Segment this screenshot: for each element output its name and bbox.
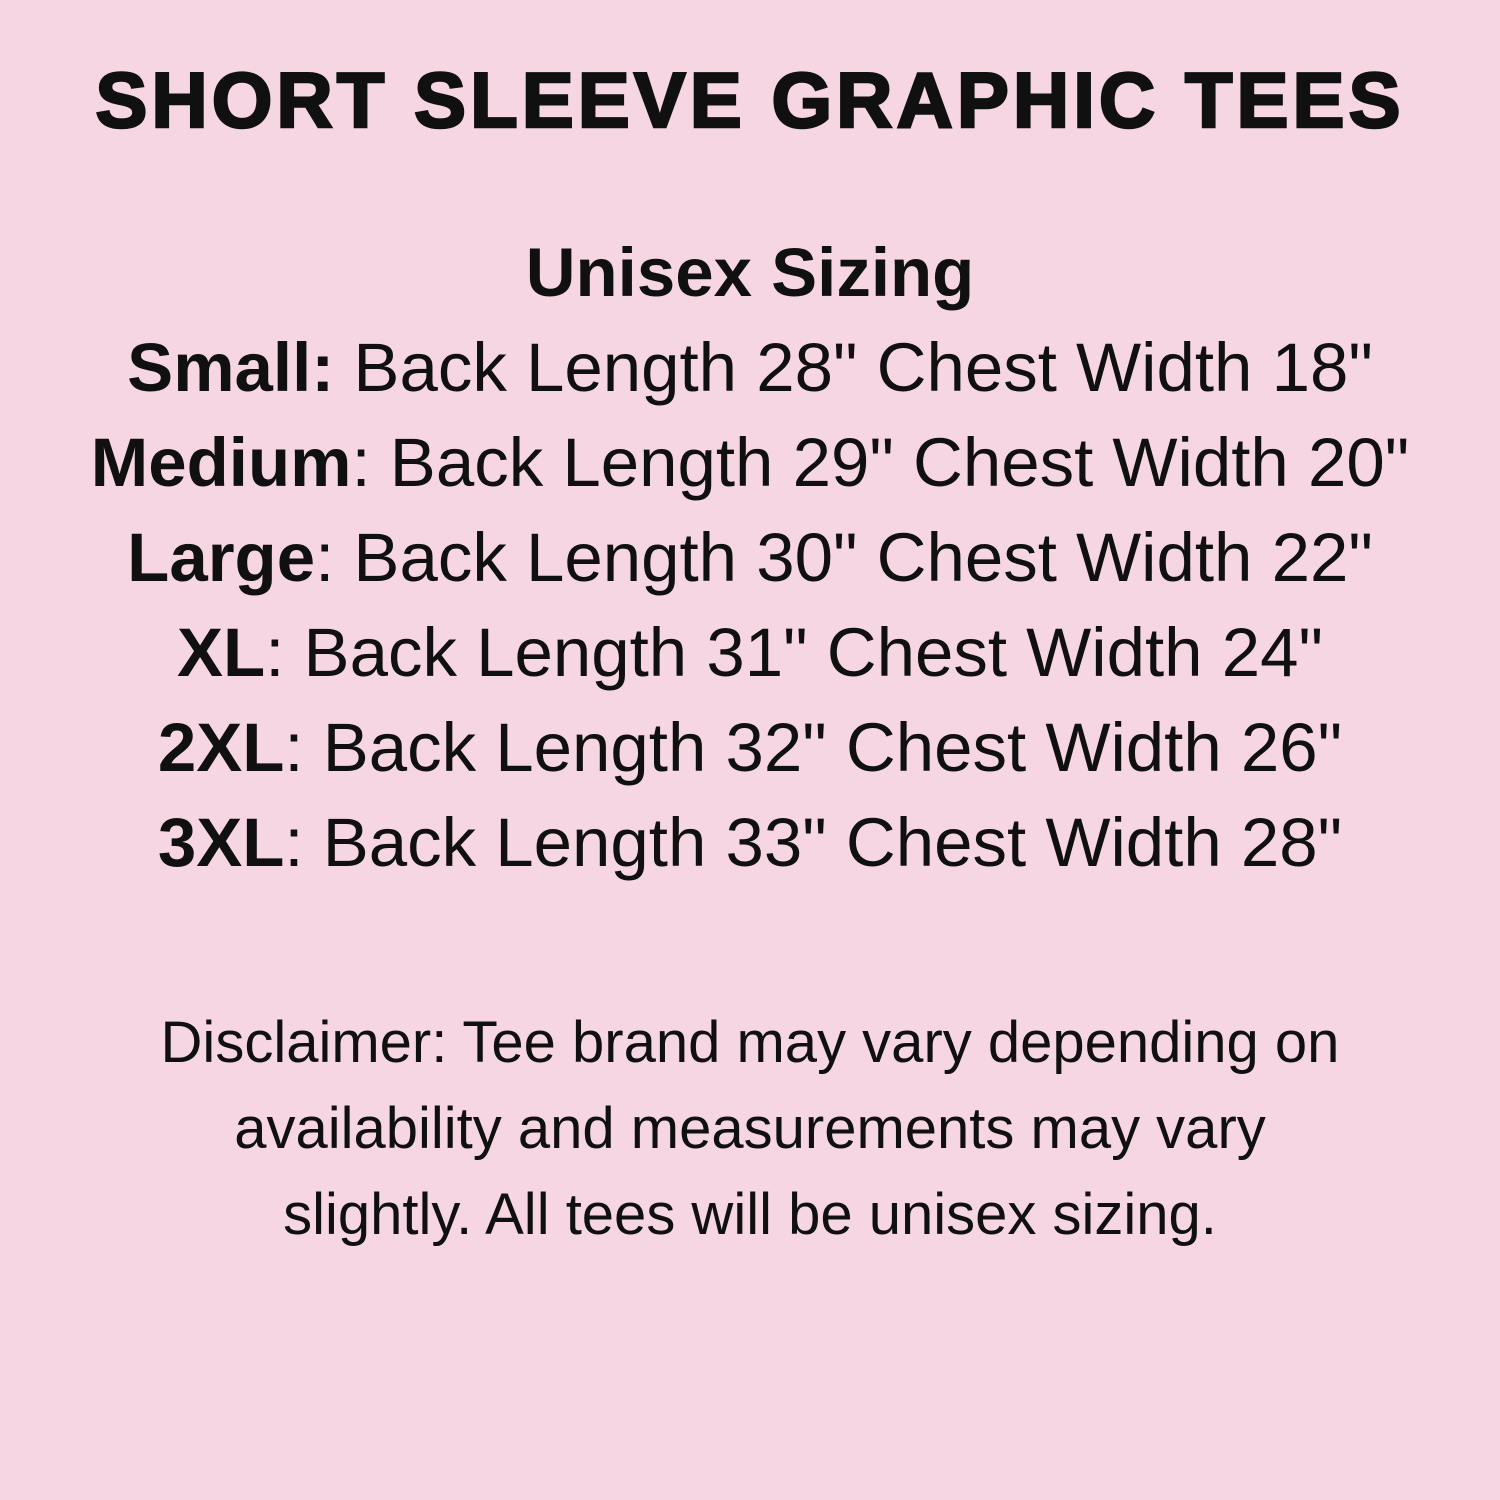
size-measurements: : Back Length 33" Chest Width 28" [284,804,1343,881]
size-row-3xl [0,795,1500,890]
size-row-xl [0,605,1500,700]
sizing-heading: Unisex Sizing [525,234,975,311]
size-measurements: : Back Length 30" Chest Width 22" [315,519,1373,596]
size-label: Medium [90,424,352,501]
disclaimer-line: availability and measurements may vary [234,1096,1266,1161]
size-label: 3XL [157,804,285,881]
poster-title: SHORT SLEEVE GRAPHIC TEES [95,56,1405,144]
disclaimer-line: slightly. All tees will be unisex sizing. [283,1182,1217,1247]
sizing-section [0,225,1500,890]
size-label: XL [177,614,266,691]
size-measurements: : Back Length 32" Chest Width 26" [284,709,1343,786]
size-measurements: : Back Length 31" Chest Width 24" [265,614,1323,691]
disclaimer-line: Disclaimer: Tee brand may vary depending on [160,1010,1340,1075]
size-row-small [0,320,1500,415]
size-measurements: Back Length 28" Chest Width 18" [334,329,1373,406]
size-row-2xl [0,700,1500,795]
size-row-large [0,510,1500,605]
size-label: Small: [127,329,335,406]
size-label: Large [127,519,316,596]
size-measurements: : Back Length 29" Chest Width 20" [351,424,1410,501]
size-row-medium [0,415,1500,510]
disclaimer-text [0,1000,1500,1258]
size-label: 2XL [157,709,285,786]
